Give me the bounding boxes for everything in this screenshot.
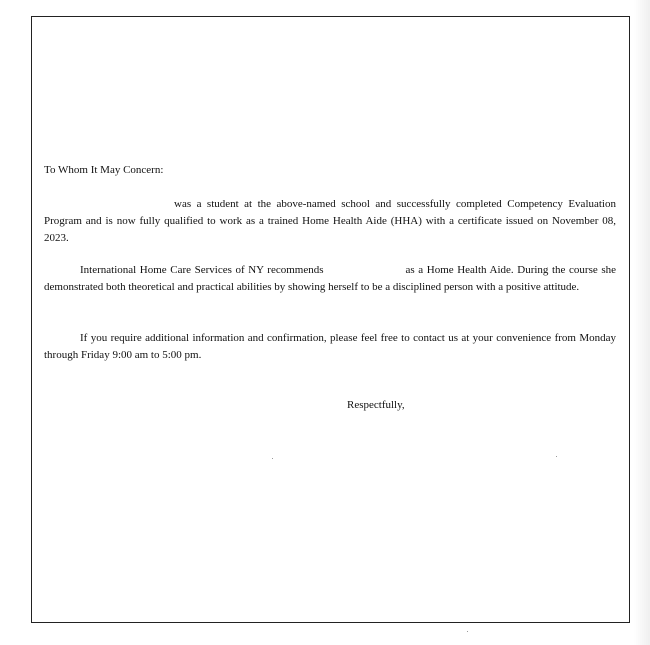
scan-speck [467,631,468,632]
letter-paragraph-completion: was a student at the above-named school and successfully completed Competency Evaluation Program and is now fully qualified to work as a trained Home Health Aide (HHA) with a certificate issued on November 08, 2023. [44,198,616,244]
scan-edge-shadow [634,0,650,645]
recommendation-text-after-name: as a Home Health Aide. During the course she demonstrated both theoretical and practical abilities by showing herself to be a disciplined person with a positive attitude. [44,264,616,293]
letter-salutation: To Whom It May Concern: [44,164,164,176]
letter-paragraph-recommendation [44,262,616,296]
letter-paragraph-contact: If you require additional information and confirmation, please feel free to contact us at your convenience from Monday through Friday 9:00 am to 5:00 pm. [44,332,616,361]
letter-closing: Respectfully, [347,399,405,411]
recommendation-text-before-name: International Home Care Services of NY recommends [80,264,324,276]
document-page-border [31,16,630,623]
scan-speck [272,458,273,459]
scan-speck [556,456,557,457]
